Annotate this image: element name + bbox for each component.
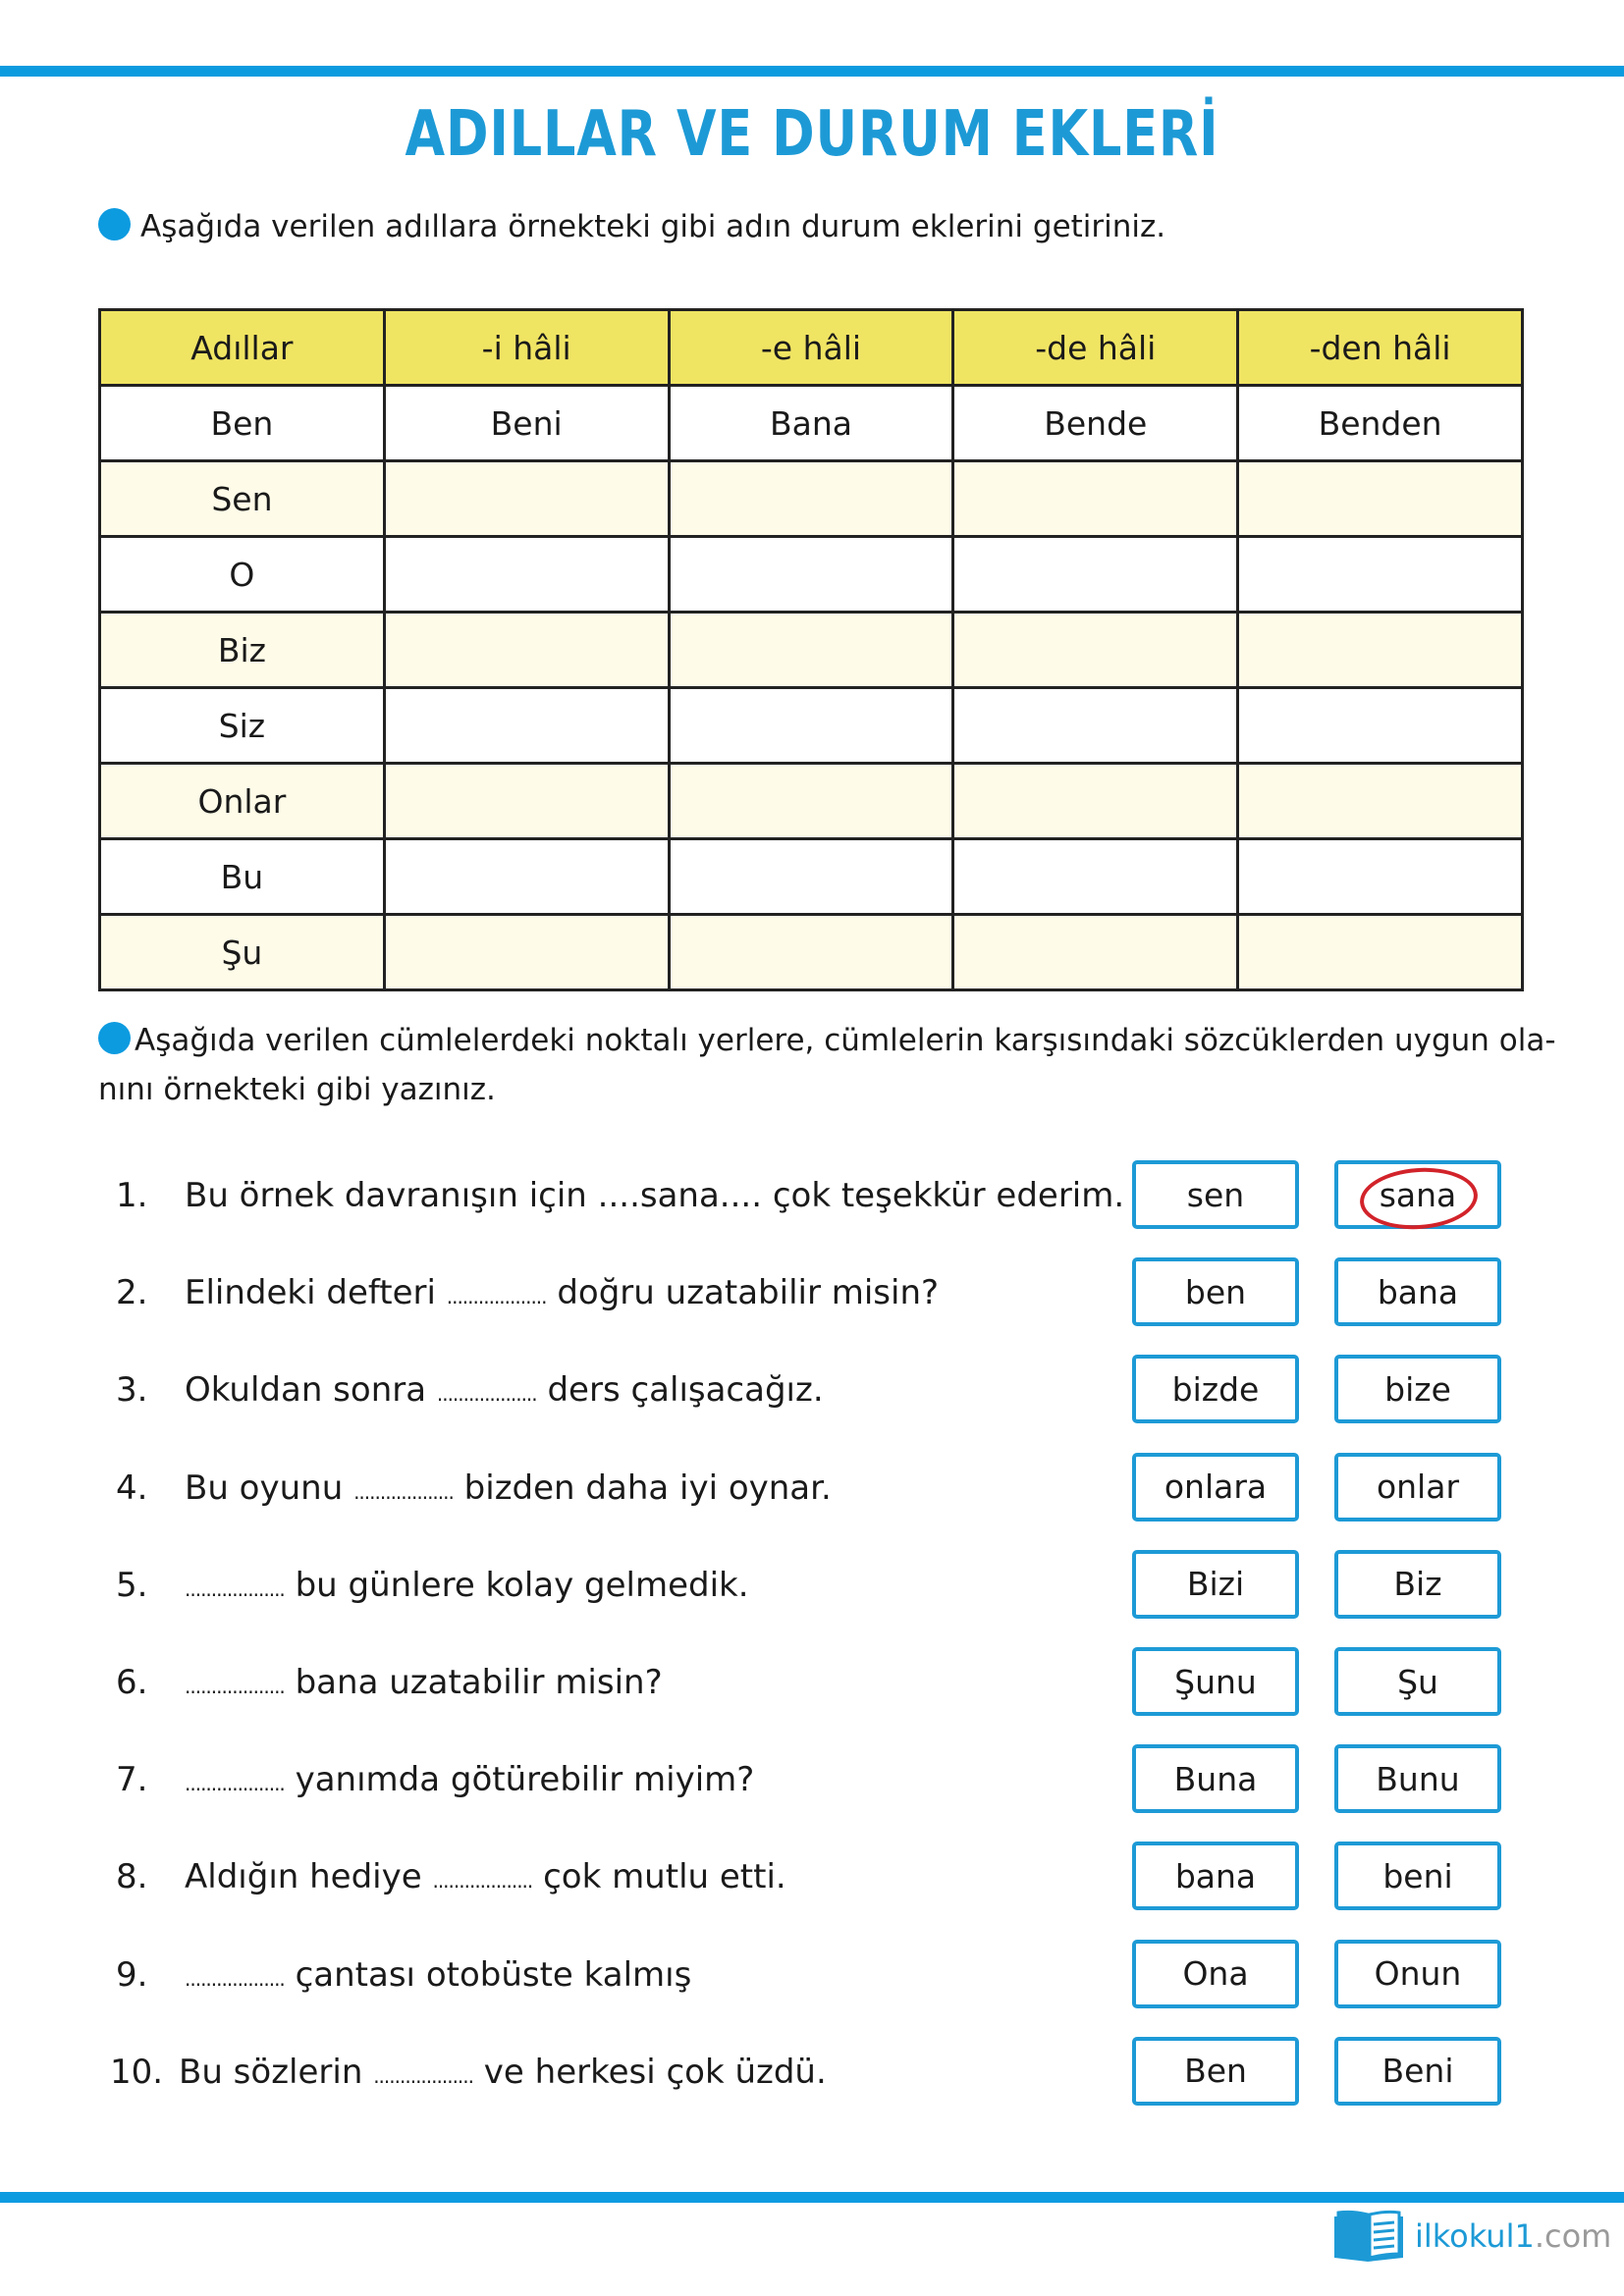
option-box[interactable] xyxy=(1334,1647,1501,1716)
table-row xyxy=(100,915,1523,990)
option-label: sen xyxy=(1186,1175,1245,1214)
question-item xyxy=(116,1955,691,1995)
option-box[interactable] xyxy=(1334,2037,1501,2106)
answer-blank[interactable]: ................... xyxy=(436,1382,537,1407)
answer-cell[interactable] xyxy=(669,613,953,688)
question-text-before: Elindeki defteri xyxy=(185,1273,447,1313)
option-box[interactable] xyxy=(1132,1550,1299,1619)
answer-cell[interactable]: Beni xyxy=(384,386,669,461)
header-cell: -den hâli xyxy=(1238,310,1523,386)
option-box[interactable] xyxy=(1334,1940,1501,2008)
answer-cell[interactable] xyxy=(384,537,669,613)
page-title: ADILLAR VE DURUM EKLERİ xyxy=(405,98,1219,171)
option-label: bana xyxy=(1377,1272,1459,1311)
selected-circle-mark xyxy=(1358,1163,1480,1232)
option-box[interactable] xyxy=(1334,1257,1501,1326)
answer-cell[interactable] xyxy=(953,915,1238,990)
option-box[interactable] xyxy=(1132,1744,1299,1813)
question-item xyxy=(116,1760,754,1799)
option-box[interactable] xyxy=(1334,1550,1501,1619)
answer-cell[interactable]: Bende xyxy=(953,386,1238,461)
brand-tld: .com xyxy=(1534,2217,1612,2255)
question-number: 6. xyxy=(116,1663,148,1702)
answer-cell[interactable] xyxy=(1238,613,1523,688)
question-number: 8. xyxy=(116,1857,148,1897)
instruction-2-text-1: Aşağıda verilen cümlelerdeki noktalı yerlere, cümlelerin karşısındaki sözcüklerden uygun ola- xyxy=(135,1023,1556,1058)
question-text-before: Bu örnek davranışın için xyxy=(185,1176,598,1215)
answer-blank[interactable]: ................... xyxy=(373,2063,473,2088)
answer-blank[interactable]: ................... xyxy=(185,1576,285,1601)
pronoun-cell: O xyxy=(100,537,385,613)
brand-text: ilkokul1 xyxy=(1415,2217,1535,2255)
option-label-text: sana xyxy=(1379,1175,1457,1214)
question-text-after: bizden daha iyi oynar. xyxy=(453,1468,832,1508)
table-header-row xyxy=(100,310,1523,386)
header-cell: -de hâli xyxy=(953,310,1238,386)
answer-blank[interactable]: ................... xyxy=(446,1285,547,1309)
answer-cell[interactable]: Benden xyxy=(1238,386,1523,461)
answer-cell[interactable] xyxy=(669,461,953,537)
question-text-after: çok teşekkür ederim. xyxy=(762,1176,1125,1215)
answer-blank[interactable]: ................... xyxy=(353,1479,454,1504)
answer-cell[interactable] xyxy=(1238,764,1523,839)
option-box[interactable] xyxy=(1334,1355,1501,1423)
pronoun-case-table xyxy=(98,308,1524,991)
option-label: Onun xyxy=(1374,1954,1462,1994)
pronoun-cell: Biz xyxy=(100,613,385,688)
question-text-before: Bu oyunu xyxy=(185,1468,354,1508)
answer-cell[interactable] xyxy=(953,613,1238,688)
question-text-after: çantası otobüste kalmış xyxy=(284,1954,692,1995)
question-item xyxy=(116,1663,663,1702)
question-text-before: Okuldan sonra xyxy=(185,1370,437,1411)
header-cell: -e hâli xyxy=(669,310,953,386)
option-label: Bunu xyxy=(1376,1759,1460,1798)
pronoun-cell: Şu xyxy=(100,915,385,990)
option-box[interactable] xyxy=(1334,1744,1501,1813)
question-number: 1. xyxy=(116,1176,148,1215)
question-number: 7. xyxy=(116,1760,148,1800)
option-box[interactable] xyxy=(1132,1257,1299,1326)
instruction-1 xyxy=(98,202,1165,251)
option-label: Beni xyxy=(1381,2052,1454,2091)
table-row xyxy=(100,386,1523,461)
option-label: Ona xyxy=(1182,1954,1249,1994)
question-number: 9. xyxy=(116,1954,148,1995)
option-box[interactable] xyxy=(1334,1842,1501,1910)
answer-cell[interactable] xyxy=(669,915,953,990)
option-label: Şu xyxy=(1397,1662,1438,1701)
answer-cell[interactable] xyxy=(1238,839,1523,915)
option-box[interactable] xyxy=(1334,1453,1501,1522)
question-item xyxy=(116,1176,1124,1215)
answer-blank[interactable]: ................... xyxy=(185,1675,285,1698)
question-text-after: yanımda götürebilir miyim? xyxy=(284,1760,755,1800)
option-box[interactable] xyxy=(1132,2037,1299,2106)
option-label: Şunu xyxy=(1174,1662,1257,1701)
bullet-icon xyxy=(98,208,131,240)
answer-cell[interactable] xyxy=(1238,688,1523,764)
question-text-after: bana uzatabilir misin? xyxy=(284,1663,663,1702)
option-label xyxy=(1380,1176,1457,1214)
answer-cell[interactable] xyxy=(1238,461,1523,537)
header-cell: -i hâli xyxy=(384,310,669,386)
table-row xyxy=(100,537,1523,613)
question-number: 5. xyxy=(116,1565,148,1605)
question-text-after: doğru uzatabilir misin? xyxy=(546,1273,940,1313)
bullet-icon xyxy=(98,1022,131,1054)
table-row xyxy=(100,764,1523,839)
answer-cell[interactable] xyxy=(384,613,669,688)
option-label: onlar xyxy=(1376,1468,1460,1507)
question-number: 10. xyxy=(110,2052,164,2092)
option-box[interactable] xyxy=(1132,1453,1299,1522)
question-text-after: ders çalışacağız. xyxy=(536,1370,824,1411)
instruction-2 xyxy=(98,1016,1556,1114)
option-box[interactable] xyxy=(1132,1647,1299,1716)
answer-cell[interactable] xyxy=(953,839,1238,915)
question-text-before: Bu sözlerin xyxy=(179,2052,374,2092)
answer-blank[interactable]: ................... xyxy=(185,1772,285,1796)
instruction-2-line-1 xyxy=(98,1016,1556,1065)
option-label: bana xyxy=(1174,1856,1257,1896)
option-label: onlara xyxy=(1164,1468,1268,1507)
pronoun-cell: Onlar xyxy=(100,764,385,839)
question-number: 4. xyxy=(116,1468,148,1508)
option-label: bizde xyxy=(1171,1369,1260,1409)
option-label: beni xyxy=(1382,1856,1453,1896)
answer-cell[interactable] xyxy=(953,537,1238,613)
answer-cell[interactable] xyxy=(384,461,669,537)
option-box[interactable] xyxy=(1132,1842,1299,1910)
question-text-after: çok mutlu etti. xyxy=(532,1857,786,1897)
question-text-before: Aldığın hediye xyxy=(185,1857,433,1897)
question-text-after: ve herkesi çok üzdü. xyxy=(473,2052,827,2092)
option-box[interactable] xyxy=(1132,1355,1299,1423)
question-item xyxy=(116,1370,824,1410)
table-row xyxy=(100,839,1523,915)
answer-cell[interactable] xyxy=(384,839,669,915)
table-row xyxy=(100,461,1523,537)
answer-blank[interactable]: ................... xyxy=(432,1869,533,1894)
answer-cell[interactable] xyxy=(669,537,953,613)
option-label: Ben xyxy=(1184,2052,1247,2091)
bottom-accent-bar xyxy=(0,2192,1624,2203)
answer-cell[interactable] xyxy=(384,915,669,990)
answer-cell[interactable] xyxy=(669,764,953,839)
question-item xyxy=(110,2053,827,2092)
answer-cell[interactable] xyxy=(384,764,669,839)
table-row xyxy=(100,688,1523,764)
open-book-icon xyxy=(1330,2209,1407,2264)
option-label: Buna xyxy=(1173,1759,1258,1798)
brand-name xyxy=(1415,2217,1611,2255)
pronoun-cell: Ben xyxy=(100,386,385,461)
answer-cell[interactable] xyxy=(953,764,1238,839)
option-label: Bizi xyxy=(1186,1565,1245,1604)
answer-cell[interactable] xyxy=(669,688,953,764)
option-label: ben xyxy=(1184,1272,1247,1311)
answer-cell[interactable] xyxy=(953,461,1238,537)
pronoun-cell: Bu xyxy=(100,839,385,915)
header-cell: Adıllar xyxy=(100,310,385,386)
answer-cell[interactable] xyxy=(669,839,953,915)
question-number: 2. xyxy=(116,1273,148,1313)
answer-cell[interactable] xyxy=(1238,537,1523,613)
option-box[interactable] xyxy=(1132,1160,1299,1229)
answer-cell[interactable] xyxy=(1238,915,1523,990)
question-item xyxy=(116,1566,749,1605)
question-item xyxy=(116,1468,832,1508)
option-label: bize xyxy=(1384,1369,1451,1409)
pronoun-cell: Sen xyxy=(100,461,385,537)
option-label: Biz xyxy=(1393,1565,1442,1604)
table-row xyxy=(100,613,1523,688)
pronoun-cell: Siz xyxy=(100,688,385,764)
question-item xyxy=(116,1273,939,1312)
instruction-1-text: Aşağıda verilen adıllara örnekteki gibi adın durum eklerini getiriniz. xyxy=(140,209,1166,244)
answer-blank[interactable]: ....sana.... xyxy=(597,1176,763,1215)
question-text-after: bu günlere kolay gelmedik. xyxy=(284,1565,749,1605)
answer-blank[interactable]: ................... xyxy=(185,1966,285,1991)
site-logo xyxy=(1330,2209,1611,2264)
instruction-2-line-2: nını örnekteki gibi yazınız. xyxy=(98,1072,496,1107)
question-number: 3. xyxy=(116,1370,148,1411)
answer-cell[interactable] xyxy=(953,688,1238,764)
answer-cell[interactable]: Bana xyxy=(669,386,953,461)
option-box[interactable] xyxy=(1132,1940,1299,2008)
answer-cell[interactable] xyxy=(384,688,669,764)
top-accent-bar xyxy=(0,66,1624,77)
question-item xyxy=(116,1857,786,1896)
option-box[interactable] xyxy=(1334,1160,1501,1229)
